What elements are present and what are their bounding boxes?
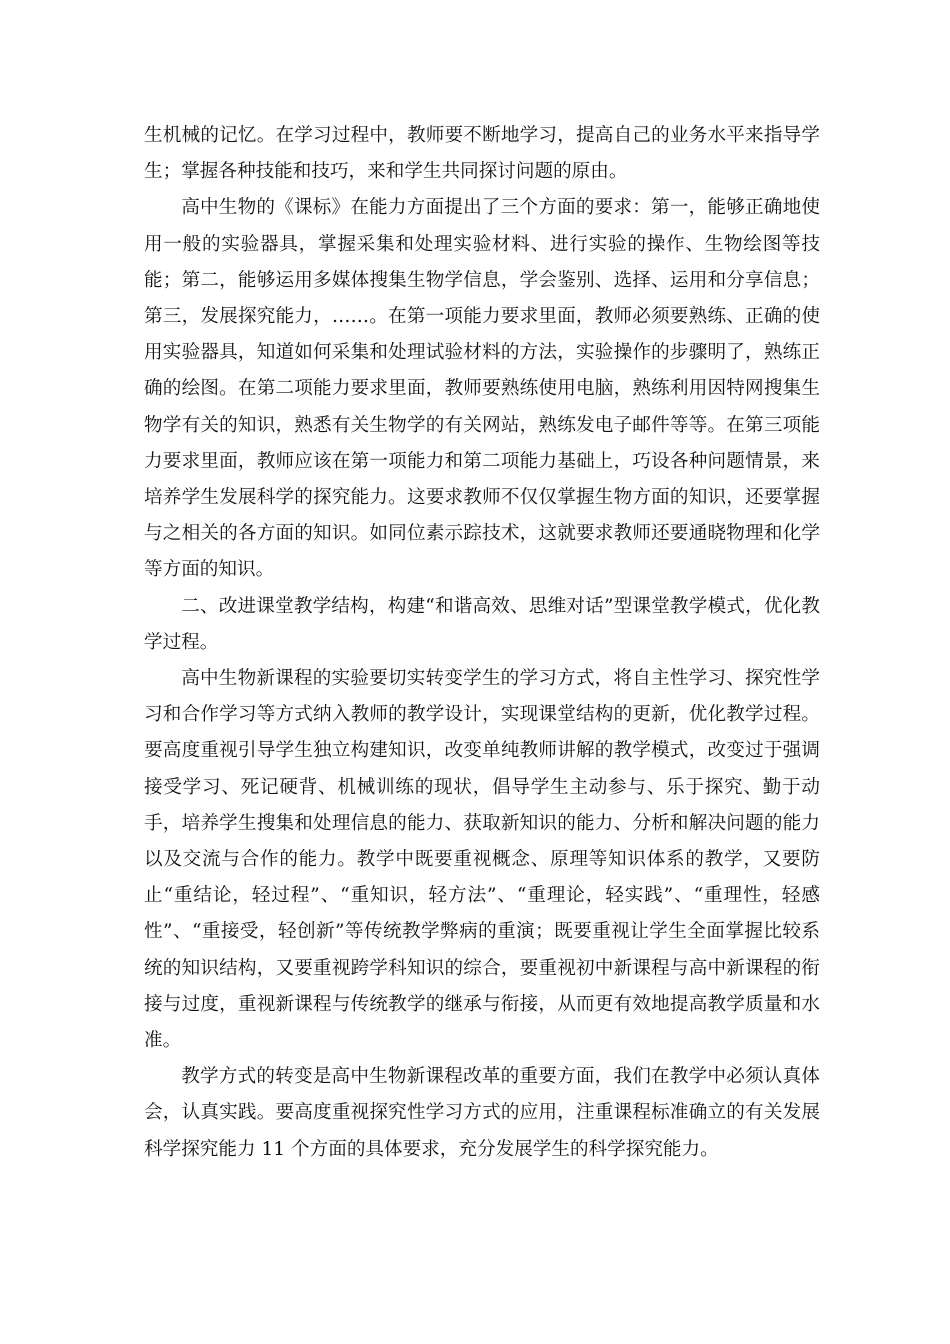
paragraph-1: 生机械的记忆。在学习过程中，教师要不断地学习，提高自己的业务水平来指导学生；掌握各种技能和技巧，来和学生共同探讨问题的原由。	[144, 125, 820, 183]
paragraph-4: 教学方式的转变是高中生物新课程改革的重要方面，我们在教学中必须认真体会，认真实践。要高度重视探究性学习方式的应用，注重课程标准确立的有关发展科学探究能力 11 个方面的具体要求，充分发展学生的科学探究能力。	[144, 1066, 820, 1160]
paragraph-2: 高中生物的《课标》在能力方面提出了三个方面的要求：第一，能够正确地使用一般的实验器具，掌握采集和处理实验材料、进行实验的操作、生物绘图等技能；第二，能够运用多媒体搜集生物学信息，学会鉴别、选择、运用和分享信息；第三，发展探究能力，……。在第一项能力要求里面，教师必须要熟练、正确的使用实验器具，知道如何采集和处理试验材料的方法，实验操作的步骤明了，熟练正确的绘图。在第二项能力要求里面，教师要熟练使用电脑，熟练利用因特网搜集生物学有关的知识，熟悉有关生物学的有关网站，熟练发电子邮件等等。在第三项能力要求里面，教师应该在第一项能力和第二项能力基础上，巧设各种问题情景，来培养学生发展科学的探究能力。这要求教师不仅仅掌握生物方面的知识，还要掌握与之相关的各方面的知识。如同位素示踪技术，这就要求教师还要通晓物理和化学等方面的知识。	[144, 197, 820, 581]
paragraph-3: 高中生物新课程的实验要切实转变学生的学习方式，将自主性学习、探究性学习和合作学习等方式纳入教师的教学设计，实现课堂结构的更新，优化教学过程。要高度重视引导学生独立构建知识，改变单纯教师讲解的教学模式，改变过于强调接受学习、死记硬背、机械训练的现状，倡导学生主动参与、乐于探究、勤于动手，培养学生搜集和处理信息的能力、获取新知识的能力、分析和解决问题的能力以及交流与合作的能力。教学中既要重视概念、原理等知识体系的教学，又要防止“重结论，轻过程”、“重知识，轻方法”、“重理论，轻实践”、“重理性，轻感性”、“重接受，轻创新”等传统教学弊病的重演；既要重视让学生全面掌握比较系统的知识结构，又要重视跨学科知识的综合，要重视初中新课程与高中新课程的衔接与过度，重视新课程与传统教学的继承与衔接，从而更有效地提高教学质量和水准。	[144, 668, 820, 1052]
document-body	[144, 118, 820, 1168]
section-heading: 二、改进课堂教学结构，构建“和谐高效、思维对话”型课堂教学模式，优化教学过程。	[144, 595, 820, 653]
